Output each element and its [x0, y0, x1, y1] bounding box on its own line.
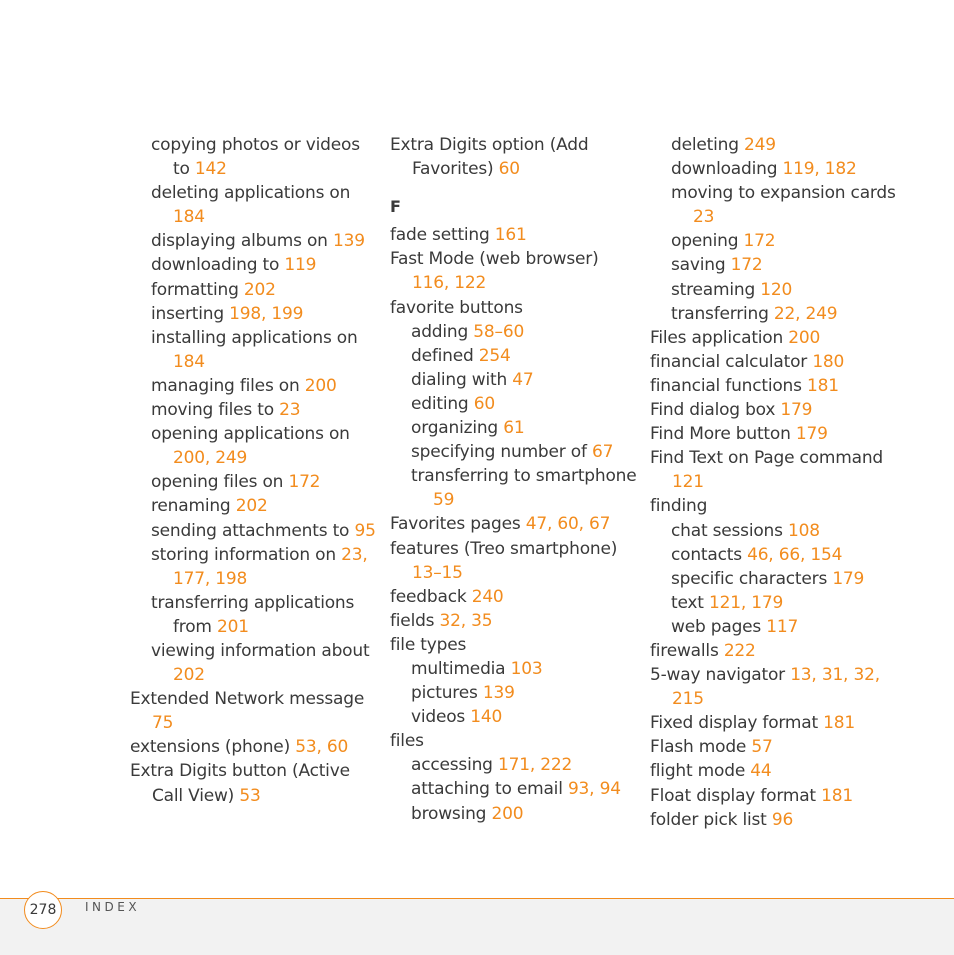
page-reference-link[interactable]: 184	[173, 207, 205, 228]
index-subentry	[390, 464, 638, 512]
index-term: defined	[411, 345, 479, 366]
index-term: contacts	[671, 544, 748, 565]
page-reference-link[interactable]: 179	[795, 424, 828, 445]
page-reference-link[interactable]: 240	[471, 586, 504, 607]
index-entry	[650, 711, 898, 735]
index-entry	[650, 663, 898, 711]
index-subentry	[130, 639, 378, 687]
index-subentry	[130, 494, 378, 518]
index-subentry	[390, 657, 638, 681]
index-subentry	[130, 181, 378, 229]
index-entry	[130, 735, 378, 759]
index-term: renaming	[151, 496, 236, 517]
index-entry	[390, 296, 638, 320]
index-term: editing	[411, 393, 474, 414]
page-reference-link[interactable]: 200	[788, 327, 821, 348]
index-column-2	[390, 133, 638, 826]
index-subentry	[390, 802, 638, 826]
page-reference-link[interactable]: 59	[433, 490, 455, 511]
index-letter-heading: F	[390, 197, 401, 217]
index-term: web pages	[671, 616, 767, 637]
page-reference-link[interactable]: 96	[771, 809, 794, 830]
page-reference-link[interactable]: 103	[510, 658, 543, 679]
page-reference-link[interactable]: 198, 199	[229, 303, 304, 324]
index-subentry	[130, 326, 378, 374]
index-subentry	[650, 278, 898, 302]
page-reference-link[interactable]: 142	[194, 159, 227, 180]
page-reference-link[interactable]: 67	[591, 442, 614, 463]
page-reference-link[interactable]: 140	[470, 707, 503, 728]
index-term: downloading	[671, 159, 783, 180]
index-subentry	[130, 229, 378, 253]
index-subentry	[130, 470, 378, 494]
index-term: viewing information about	[151, 640, 370, 661]
index-term: Favorites pages	[390, 514, 526, 535]
index-subentry	[650, 591, 898, 615]
index-term: transferring to smartphone	[411, 466, 637, 487]
index-subentry	[390, 368, 638, 392]
page-reference-link[interactable]: 200, 249	[173, 448, 248, 469]
page-reference-link[interactable]: 201	[216, 616, 249, 637]
page-reference-link[interactable]: 22, 249	[773, 303, 838, 324]
index-column-1	[130, 133, 378, 808]
page-reference-link[interactable]: 172	[743, 231, 776, 252]
index-entry	[650, 784, 898, 808]
page-reference-link[interactable]: 202	[243, 279, 276, 300]
index-entry	[130, 759, 378, 807]
index-term: Extra Digits option (Add Favorites)	[390, 135, 589, 180]
index-subentry	[390, 392, 638, 416]
page-reference-link[interactable]: 75	[152, 713, 174, 734]
index-term: specifying number of	[411, 442, 592, 463]
index-entry	[650, 350, 898, 374]
index-column-3	[650, 133, 898, 832]
page-reference-link[interactable]: 93, 94	[567, 779, 621, 800]
index-term: folder pick list	[650, 809, 772, 830]
index-subentry	[650, 133, 898, 157]
index-entry	[390, 133, 638, 181]
index-term: copying photos or videos to	[151, 135, 360, 180]
page-reference-link[interactable]: 119, 182	[782, 159, 857, 180]
page-reference-link[interactable]: 58–60	[473, 321, 525, 342]
index-entry	[650, 808, 898, 832]
page-reference-link[interactable]: 95	[354, 520, 376, 541]
page-reference-link[interactable]: 23, 177, 198	[173, 544, 368, 589]
page-reference-link[interactable]: 23	[693, 207, 715, 228]
page-reference-link[interactable]: 249	[744, 135, 776, 155]
index-entry	[650, 398, 898, 422]
page-reference-link[interactable]: 181	[821, 785, 853, 806]
page-reference-link[interactable]: 61	[503, 418, 525, 439]
index-term: videos	[411, 707, 471, 728]
page-reference-link[interactable]: 202	[235, 496, 268, 517]
page-reference-link[interactable]: 161	[494, 225, 527, 246]
index-subentry	[650, 615, 898, 639]
index-term: Extra Digits button (Active Call View)	[130, 761, 350, 806]
index-term: storing information on	[151, 544, 342, 565]
index-term: browsing	[411, 803, 492, 824]
index-term: feedback	[390, 586, 472, 607]
index-term: opening files on	[151, 472, 289, 493]
index-entry	[390, 512, 638, 536]
index-term: text	[671, 592, 709, 613]
page-reference-link[interactable]: 44	[750, 761, 772, 782]
index-term: financial functions	[650, 375, 807, 396]
page-reference-link[interactable]: 23	[279, 400, 301, 421]
page-reference-link[interactable]: 181	[823, 713, 856, 734]
page-reference-link[interactable]: 60	[498, 159, 520, 180]
page-reference-link[interactable]: 121, 179	[708, 592, 784, 613]
index-subentry	[390, 753, 638, 777]
index-term: fields	[390, 610, 440, 631]
page-reference-link[interactable]: 180	[812, 351, 845, 372]
index-term: Files application	[650, 327, 789, 348]
index-entry	[390, 537, 638, 585]
page-reference-link[interactable]: 121	[672, 472, 704, 493]
page-reference-link[interactable]: 200	[304, 375, 337, 396]
index-subentry	[390, 440, 638, 464]
index-entry	[390, 585, 638, 609]
index-term: favorite buttons	[390, 297, 523, 318]
index-subentry	[390, 320, 638, 344]
index-subentry	[130, 133, 378, 181]
index-term: flight mode	[650, 761, 751, 782]
index-term: organizing	[411, 418, 504, 439]
index-subentry	[130, 519, 378, 543]
page-reference-link[interactable]: 32, 35	[439, 610, 493, 631]
index-subentry	[130, 591, 378, 639]
index-term: moving files to	[151, 400, 280, 421]
page-reference-link[interactable]: 139	[332, 231, 365, 252]
index-term: Extended Network message	[130, 689, 365, 710]
index-entry	[390, 223, 638, 247]
index-term: deleting applications on	[151, 183, 351, 204]
index-term: sending attachments to	[151, 520, 355, 541]
index-entry	[650, 639, 898, 663]
index-subentry	[130, 374, 378, 398]
index-term: attaching to email	[411, 779, 568, 800]
index-subentry	[650, 157, 898, 181]
index-term: file types	[390, 634, 467, 655]
page-reference-link[interactable]: 108	[788, 520, 820, 541]
index-term: firewalls	[650, 640, 724, 661]
index-term: files	[390, 731, 424, 752]
index-term: Find dialog box	[650, 400, 781, 421]
index-subentry	[390, 416, 638, 440]
page-reference-link[interactable]: 200	[491, 803, 524, 824]
page-reference-link[interactable]: 179	[832, 568, 865, 589]
page-reference-link[interactable]: 47	[512, 369, 534, 390]
index-entry	[650, 422, 898, 446]
page-reference-link[interactable]: 13–15	[412, 562, 463, 583]
index-term: opening applications on	[151, 424, 350, 445]
index-term: formatting	[151, 279, 244, 300]
page-reference-link[interactable]: 139	[482, 683, 515, 704]
index-entry	[650, 759, 898, 783]
page-reference-link[interactable]: 172	[288, 472, 321, 493]
index-entry	[650, 446, 898, 494]
index-term: 5-way navigator	[650, 665, 791, 686]
index-entry	[390, 633, 638, 657]
page-reference-link[interactable]: 47, 60, 67	[525, 514, 611, 535]
page-reference-link[interactable]: 222	[723, 640, 756, 661]
page-reference-link[interactable]: 53	[239, 785, 261, 806]
page-reference-link[interactable]: 171, 222	[497, 755, 573, 776]
page-reference-link[interactable]: 184	[173, 351, 205, 372]
page-reference-link[interactable]: 57	[751, 737, 773, 758]
index-term: Find More button	[650, 424, 796, 445]
index-entry	[650, 735, 898, 759]
index-subentry	[130, 398, 378, 422]
index-term: managing files on	[151, 375, 305, 396]
index-term: saving	[671, 255, 731, 276]
page-reference-link[interactable]: 46, 66, 154	[747, 544, 843, 565]
index-term: pictures	[411, 683, 483, 704]
index-term: finding	[650, 496, 708, 517]
index-term: Float display format	[650, 785, 822, 806]
index-subentry	[130, 302, 378, 326]
page-reference-link[interactable]: 179	[780, 400, 813, 421]
index-subentry	[390, 344, 638, 368]
page-reference-link[interactable]: 202	[173, 665, 205, 686]
index-subentry	[650, 543, 898, 567]
index-subentry	[390, 777, 638, 801]
index-term: Fast Mode (web browser)	[390, 249, 599, 270]
index-term: moving to expansion cards	[671, 183, 896, 204]
page-reference-link[interactable]: 117	[766, 616, 799, 637]
index-term: multimedia	[411, 658, 511, 679]
index-term: streaming	[671, 279, 761, 300]
page-reference-link[interactable]: 119	[284, 255, 317, 276]
index-term: extensions (phone)	[130, 737, 296, 758]
index-term: inserting	[151, 303, 230, 324]
index-entry	[650, 374, 898, 398]
page-number: 278	[24, 891, 62, 929]
index-term: downloading to	[151, 255, 285, 276]
page-reference-link[interactable]: 60	[473, 393, 495, 414]
page-reference-link[interactable]: 181	[807, 375, 839, 396]
index-term: specific characters	[671, 568, 833, 589]
index-term: deleting	[671, 135, 744, 155]
index-term: Fixed display format	[650, 713, 824, 734]
page-reference-link[interactable]: 13, 31, 32, 215	[672, 665, 880, 710]
index-term: Flash mode	[650, 737, 752, 758]
index-subentry	[650, 229, 898, 253]
index-subentry	[650, 181, 898, 229]
index-subentry	[650, 302, 898, 326]
index-entry	[130, 687, 378, 735]
index-subentry	[650, 567, 898, 591]
index-term: financial calculator	[650, 351, 813, 372]
section-title: INDEX	[85, 900, 141, 914]
index-subentry	[130, 278, 378, 302]
index-term: adding	[411, 321, 474, 342]
page-footer	[0, 898, 954, 955]
index-subentry	[650, 519, 898, 543]
index-term: displaying albums on	[151, 231, 333, 252]
index-term: opening	[671, 231, 744, 252]
page-reference-link[interactable]: 172	[730, 255, 763, 276]
index-subentry	[390, 681, 638, 705]
index-term: features (Treo smartphone)	[390, 538, 618, 559]
page-reference-link[interactable]: 254	[478, 345, 511, 366]
page-reference-link[interactable]: 116, 122	[412, 273, 487, 294]
index-subentry	[130, 422, 378, 470]
index-entry	[390, 729, 638, 753]
index-term: accessing	[411, 755, 498, 776]
index-term: dialing with	[411, 369, 513, 390]
index-term: transferring applications from	[151, 592, 355, 637]
index-term: installing applications on	[151, 327, 358, 348]
index-subentry	[390, 705, 638, 729]
index-subentry	[130, 253, 378, 277]
index-subentry	[130, 543, 378, 591]
index-entry	[650, 494, 898, 518]
index-entry	[390, 609, 638, 633]
page-reference-link[interactable]: 120	[760, 279, 793, 300]
page-reference-link[interactable]: 53, 60	[295, 737, 349, 758]
index-entry	[650, 326, 898, 350]
index-entry	[390, 247, 638, 295]
index-subentry	[650, 253, 898, 277]
index-term: fade setting	[390, 225, 495, 246]
index-term: Find Text on Page command	[650, 448, 884, 469]
index-term: transferring	[671, 303, 774, 324]
index-term: chat sessions	[671, 520, 788, 541]
